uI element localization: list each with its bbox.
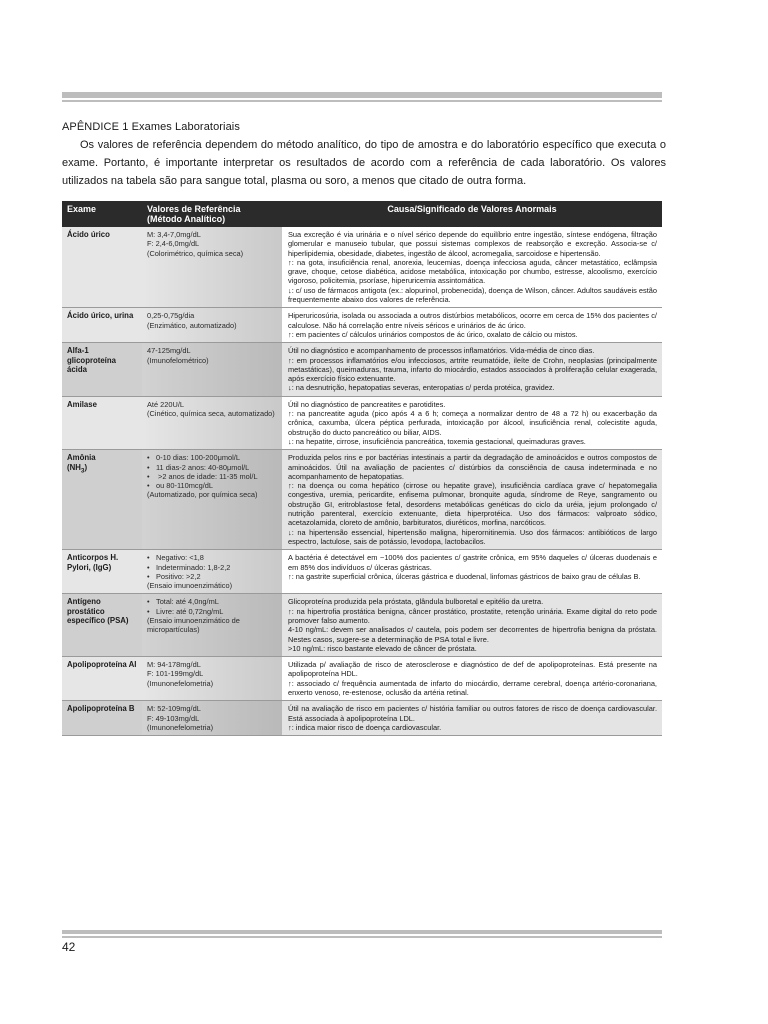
exam-name: Apolipoproteína AI bbox=[62, 657, 142, 701]
reference-values bbox=[142, 308, 282, 343]
cause-paragraph: A bactéria é detectável em ~100% dos pacientes c/ gastrite crônica, em 95% daqueles c/ úlceras duodenais e em 85% dos indivíduos c/ úlceras gástricas. bbox=[288, 553, 657, 572]
reference-values bbox=[142, 343, 282, 396]
cause-paragraph: Útil no diagnóstico e acompanhamento de processos inflamatórios. Vida-média de cinco dias. bbox=[288, 346, 595, 356]
reference-line: (Colorimétrico, química seca) bbox=[147, 248, 244, 258]
abnormal-causes bbox=[282, 396, 662, 449]
table-row bbox=[62, 227, 662, 308]
exam-name bbox=[62, 450, 142, 550]
footer-rule-thick bbox=[62, 930, 662, 934]
abnormal-causes bbox=[282, 550, 662, 594]
cause-paragraph: >10 ng/mL: risco bastante elevado de câncer de próstata. bbox=[288, 643, 477, 653]
cause-paragraph: 4-10 ng/mL: devem ser analisados c/ cautela, pois podem ser decorrentes de hipertrofia benigna da próstata. Nestes casos, sugere-se a determinação de PSA total e livre. bbox=[288, 625, 657, 644]
reference-bullet: • Indeterminado: 1,8-2,2 bbox=[147, 563, 277, 572]
cause-paragraph: ↓: na desnutrição, hepatopatias severas, enteropatias c/ perda protéica, gravidez. bbox=[288, 383, 555, 393]
exam-name: Antígeno prostático específico (PSA) bbox=[62, 594, 142, 657]
abnormal-causes bbox=[282, 594, 662, 657]
column-header-reference-line1: Valores de Referência bbox=[147, 204, 241, 214]
reference-line: (Imunofelométrico) bbox=[147, 355, 209, 365]
cause-paragraph: ↓: na hepatite, cirrose, insuficiência pancreática, toxemia gestacional, queimaduras graves. bbox=[288, 436, 586, 446]
reference-values bbox=[142, 396, 282, 449]
table-row bbox=[62, 450, 662, 550]
cause-paragraph: Produzida pelos rins e por bactérias intestinais a partir da degradação de aminoácidos e outros compostos de aminoácidos. Útil na avaliação de pacientes c/ distúrbios da consciência de causa indeterminada e no acompanhamento de hepatopatias. bbox=[288, 453, 657, 481]
cause-paragraph: Sua excreção é via urinária e o nível sérico depende do equilíbrio entre ingestão, síntese endógena, filtração glomerular e manuseio tubular, que possui sistemas complexos de reabsorção e excreção. Associa-se c/ hiperlipidemia, obesidade, diabetes, ingestão de álcool, acromegalia, sarcoidose e hipertensão. bbox=[288, 230, 657, 258]
cause-paragraph: Útil no diagnóstico de pancreatites e parotidites. bbox=[288, 399, 446, 409]
reference-line: (Imunonefelometria) bbox=[147, 722, 214, 732]
reference-line: (Automatizado, por química seca) bbox=[147, 490, 258, 500]
table-row bbox=[62, 550, 662, 594]
cause-paragraph: ↑: na doença ou coma hepático (cirrose ou hepatite grave), insuficiência cardíaca grave c/ hepatomegalia congestiva, uremia, pericardite, enfisema pulmonar, bronquite aguda, síndrome de Reye, sangramento ou obstrução GI, eritroblastose fetal, desordens metabólicas genéticas do ciclo da uréia, jejum prolongado c/ nutrição parenteral, exercício extenuante, dieta hiperprotéica. Uso dos fármacos: valproato sódico, acetazolamida, cloreto de amônio, barbituratos, diuréticos, morfina, narcóticos. bbox=[288, 481, 657, 528]
cause-paragraph: Utilizada p/ avaliação de risco de aterosclerose e diagnóstico de def de apolipoproteínas. Está presente na apolipoproteína HDL. bbox=[288, 660, 657, 679]
reference-line: F: 49-103mg/dL bbox=[147, 713, 200, 723]
reference-bullet: • >2 anos de idade: 11-35 mol/L bbox=[147, 472, 277, 481]
reference-line: 0,25-0,75g/dia bbox=[147, 311, 195, 321]
cause-paragraph: ↓: na hipertensão essencial, hipertensão maligna, hiperornitinemia. Uso dos fármacos: antibióticos de largo espectro, lactulose, sais de potássio, levodopa, lactobacilos. bbox=[288, 527, 657, 546]
cause-paragraph: ↑: na pancreatite aguda (pico após 4 a 6 h; começa a normalizar dentro de 48 a 72 h) ou exacerbação da crônica, caxumba, úlcera péptica perfurada, intoxicação por álcool, insuficiência renal, colecistite aguda, obstrução do ducto pancreático ou biliar, AIDS. bbox=[288, 409, 657, 437]
reference-values bbox=[142, 701, 282, 736]
table-row bbox=[62, 396, 662, 449]
table-header-row bbox=[62, 201, 662, 227]
exam-name: Ácido úrico, urina bbox=[62, 308, 142, 343]
reference-line: 47-125mg/dL bbox=[147, 346, 191, 356]
cause-paragraph: Útil na avaliação de risco em pacientes c/ história familiar ou outros fatores de risco de doença cardiovascular. Está associada à apolipoproteína LDL. bbox=[288, 704, 657, 723]
cause-paragraph: ↑: indica maior risco de doença cardiovascular. bbox=[288, 722, 442, 732]
table-row bbox=[62, 343, 662, 396]
reference-line: F: 2,4-6,0mg/dL bbox=[147, 239, 200, 249]
table-row bbox=[62, 594, 662, 657]
abnormal-causes bbox=[282, 657, 662, 701]
cause-paragraph: ↑: na hipertrofia prostática benigna, câncer prostático, prostatite, retenção urinária. Exame digital do reto pode promover falso aumento. bbox=[288, 606, 657, 625]
reference-line: (Ensaio imunoenzimático) bbox=[147, 581, 233, 591]
abnormal-causes bbox=[282, 701, 662, 736]
header-rule-thick bbox=[62, 92, 662, 98]
reference-values bbox=[142, 227, 282, 308]
exam-name: Alfa-1 glicoproteína ácida bbox=[62, 343, 142, 396]
table-row bbox=[62, 701, 662, 736]
reference-bullet: • 0-10 dias: 100-200μmol/L bbox=[147, 453, 277, 462]
column-header-cause: Causa/Significado de Valores Anormais bbox=[282, 201, 662, 227]
exam-name-text: Amônia bbox=[67, 453, 96, 463]
reference-values bbox=[142, 594, 282, 657]
cause-paragraph: Glicoproteína produzida pela próstata, glândula bulboretal e epitélio da uretra. bbox=[288, 597, 544, 607]
footer-rule-thin bbox=[62, 936, 662, 938]
cause-paragraph: ↑: na gota, insuficiência renal, anorexia, leucemias, doença infecciosa aguda, câncer metastático, eclâmpsia grave, choque, cetose diabética, acidose metabólica, intoxicação por chumbo, estresse, alcoolismo, exercício vigoroso, policitemia, psoríase, hiperuricemia assintomática. bbox=[288, 257, 657, 286]
reference-line: (Imunonefelometria) bbox=[147, 678, 214, 688]
reference-bullet: • Positivo: >2,2 bbox=[147, 572, 277, 581]
cause-paragraph: ↑: associado c/ frequência aumentada de infarto do miocárdio, derrame cerebral, doença artério-coronariana, enxerto venoso, re-estenose, oclusão da artéria retinal. bbox=[288, 678, 657, 698]
table-row bbox=[62, 308, 662, 343]
abnormal-causes bbox=[282, 227, 662, 308]
reference-bullet: • Livre: até 0,72ng/mL bbox=[147, 607, 277, 616]
column-header-reference bbox=[142, 201, 282, 227]
section-title: APÊNDICE 1 Exames Laboratoriais bbox=[62, 121, 240, 133]
page-number: 42 bbox=[62, 940, 76, 954]
cause-paragraph: ↑: em processos inflamatórios e/ou infecciosos, artrite reumatóide, ileíte de Crohn, neoplasias (principalmente metastáticas), queimaduras, trauma, infarto do miocárdio, estados associados à proliferação celular exagerada, após exercício físico extenuante. bbox=[288, 355, 657, 384]
abnormal-causes bbox=[282, 308, 662, 343]
column-header-reference-line2: (Método Analítico) bbox=[147, 214, 226, 224]
reference-line: M: 52-109mg/dL bbox=[147, 704, 201, 714]
exam-name: Ácido úrico bbox=[62, 227, 142, 308]
intro-text: Os valores de referência dependem do método analítico, do tipo de amostra e do laboratório específico que executa o exame. Portanto, é importante interpretar os resultados de acordo com a referência de cada laboratório. Os valores utilizados na tabela são para sangue total, plasma ou soro, a menos que citado de outra forma. bbox=[62, 139, 666, 187]
reference-bullet: • ou 80-110mcg/dL bbox=[147, 481, 277, 490]
exam-name: Anticorpos H. Pylori, (IgG) bbox=[62, 550, 142, 594]
column-header-exam: Exame bbox=[62, 201, 142, 227]
reference-line: Até 220U/L bbox=[147, 399, 184, 409]
reference-values bbox=[142, 550, 282, 594]
intro-paragraph bbox=[62, 136, 666, 190]
reference-line: M: 94-178mg/dL bbox=[147, 660, 201, 670]
cause-paragraph: ↑: em pacientes c/ cálculos urinários compostos de ác úrico, oxalato de cálcio ou mistos. bbox=[288, 329, 578, 339]
reference-line: F: 101-199mg/dL bbox=[147, 669, 204, 679]
exam-formula: $(NH_3)$ bbox=[67, 462, 88, 475]
abnormal-causes bbox=[282, 450, 662, 550]
reference-bullet: • Total: até 4,0ng/mL bbox=[147, 597, 277, 606]
exam-name: Apolipoproteína B bbox=[62, 701, 142, 736]
cause-paragraph: Hiperuricosúria, isolada ou associada a outros distúrbios metabólicos, ocorre em cerca de 15% dos pacientes c/ calculose. Não há correlação entre níveis séricos e urinários de ác úrico. bbox=[288, 311, 657, 330]
table-row bbox=[62, 657, 662, 701]
reference-values bbox=[142, 450, 282, 550]
cause-paragraph: ↑: na gastrite superficial crônica, úlceras gástrica e duodenal, linfomas gástricos de baixo grau de células B. bbox=[288, 571, 641, 581]
reference-bullet: • Negativo: <1,8 bbox=[147, 553, 277, 562]
exam-name: Amilase bbox=[62, 396, 142, 449]
reference-values bbox=[142, 657, 282, 701]
reference-line: (Cinético, química seca, automatizado) bbox=[147, 409, 275, 419]
cause-paragraph: ↓: c/ uso de fármacos antigota (ex.: alopurinol, probenecida), doença de Wilson, câncer. Adultos saudáveis estão frequentemente abaixo dos valores de referência. bbox=[288, 285, 657, 305]
lab-exams-table bbox=[62, 201, 662, 736]
reference-line: M: 3,4-7,0mg/dL bbox=[147, 230, 201, 239]
abnormal-causes bbox=[282, 343, 662, 396]
reference-bullet: • 11 dias-2 anos: 40-80μmol/L bbox=[147, 463, 277, 472]
reference-line: (Enzimático, automatizado) bbox=[147, 320, 237, 330]
header-rule-thin bbox=[62, 100, 662, 102]
reference-line: (Ensaio imunoenzimático de micropartículas) bbox=[147, 615, 240, 635]
